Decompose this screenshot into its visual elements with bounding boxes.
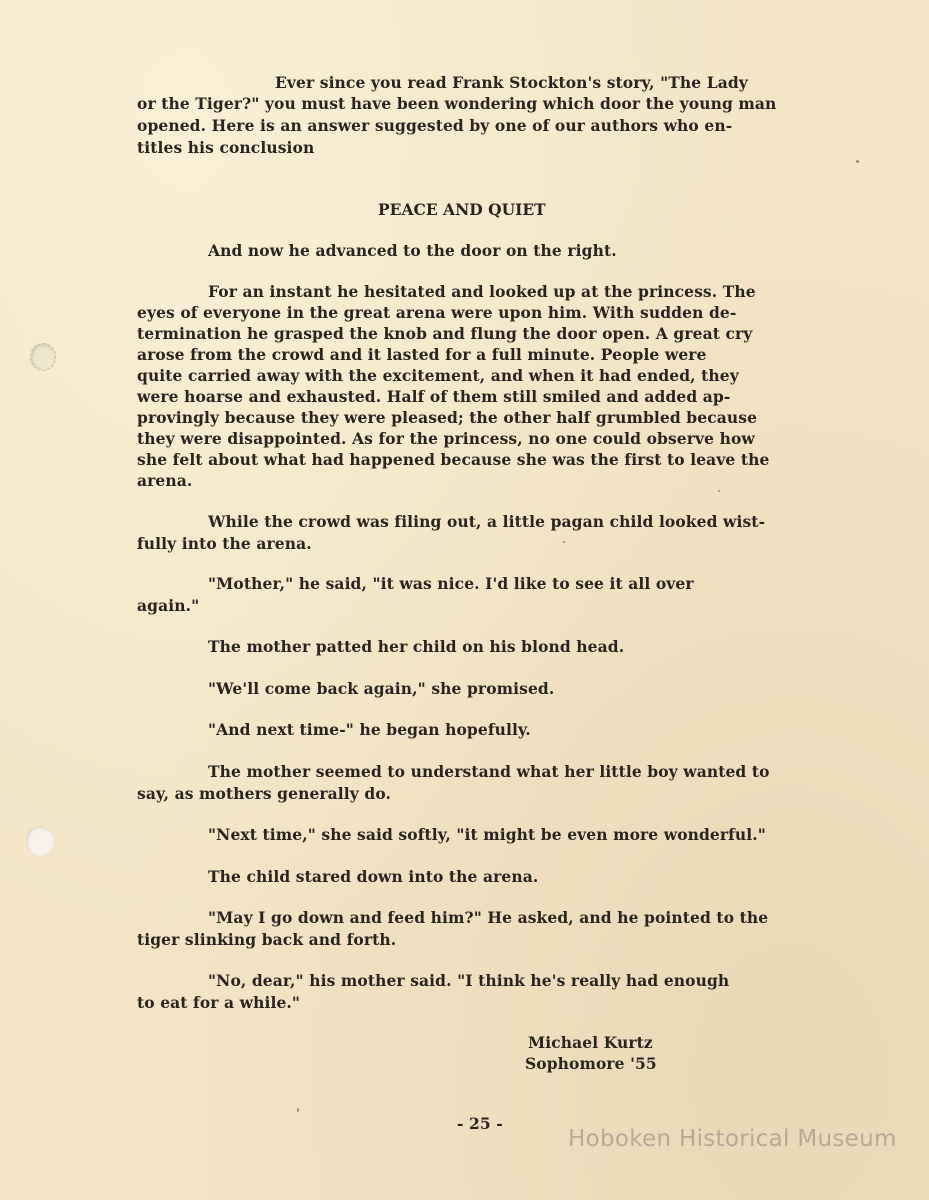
paper-speck xyxy=(563,541,565,543)
story-line: The child stared down into the arena. xyxy=(208,867,539,886)
story-line: quite carried away with the excitement, and when it had ended, they xyxy=(137,366,739,385)
story-title: PEACE AND QUIET xyxy=(378,200,546,219)
museum-watermark: Hoboken Historical Museum xyxy=(568,1126,897,1152)
story-line: The mother seemed to understand what her little boy wanted to xyxy=(208,762,770,781)
story-line: "Next time," she said softly, "it might be even more wonderful." xyxy=(208,825,766,844)
story-line: they were disappointed. As for the princess, no one could observe how xyxy=(137,429,755,448)
story-line: tiger slinking back and forth. xyxy=(137,930,397,949)
story-line: "And next time-" he began hopefully. xyxy=(208,720,531,739)
intro-line: Ever since you read Frank Stockton's story, "The Lady xyxy=(275,73,748,92)
intro-line: titles his conclusion xyxy=(137,138,315,157)
story-line: say, as mothers generally do. xyxy=(137,784,391,803)
story-line: For an instant he hesitated and looked up at the princess. The xyxy=(208,282,756,301)
story-line: termination he grasped the knob and flung the door open. A great cry xyxy=(137,324,753,343)
story-line: eyes of everyone in the great arena were upon him. With sudden de- xyxy=(137,303,737,322)
intro-line: opened. Here is an answer suggested by one of our authors who en- xyxy=(137,116,733,135)
story-line: were hoarse and exhausted. Half of them still smiled and added ap- xyxy=(137,387,731,406)
author-name: Michael Kurtz xyxy=(528,1033,653,1052)
paper-speck xyxy=(718,490,720,492)
paper-speck xyxy=(856,160,859,163)
story-line: "We'll come back again," she promised. xyxy=(208,679,555,698)
punch-hole xyxy=(26,826,54,856)
story-line: arose from the crowd and it lasted for a full minute. People were xyxy=(137,345,707,364)
story-line: again." xyxy=(137,596,200,615)
story-line: The mother patted her child on his blond head. xyxy=(208,637,625,656)
author-class: Sophomore '55 xyxy=(525,1054,657,1073)
story-line: "May I go down and feed him?" He asked, and he pointed to the xyxy=(208,908,769,927)
story-line: arena. xyxy=(137,471,193,490)
story-line: And now he advanced to the door on the right. xyxy=(208,241,617,260)
story-line: fully into the arena. xyxy=(137,534,312,553)
page-number: - 25 - xyxy=(457,1114,503,1133)
story-line: she felt about what had happened because she was the first to leave the xyxy=(137,450,770,469)
torn-punch-hole xyxy=(30,343,56,371)
paper-speck xyxy=(297,1108,299,1112)
story-line: provingly because they were pleased; the other half grumbled because xyxy=(137,408,758,427)
intro-line: or the Tiger?" you must have been wondering which door the young man xyxy=(137,94,777,113)
story-line: "Mother," he said, "it was nice. I'd like to see it all over xyxy=(208,574,694,593)
story-line: to eat for a while." xyxy=(137,993,301,1012)
story-line: "No, dear," his mother said. "I think he's really had enough xyxy=(208,971,730,990)
story-line: While the crowd was filing out, a little pagan child looked wist- xyxy=(208,512,766,531)
